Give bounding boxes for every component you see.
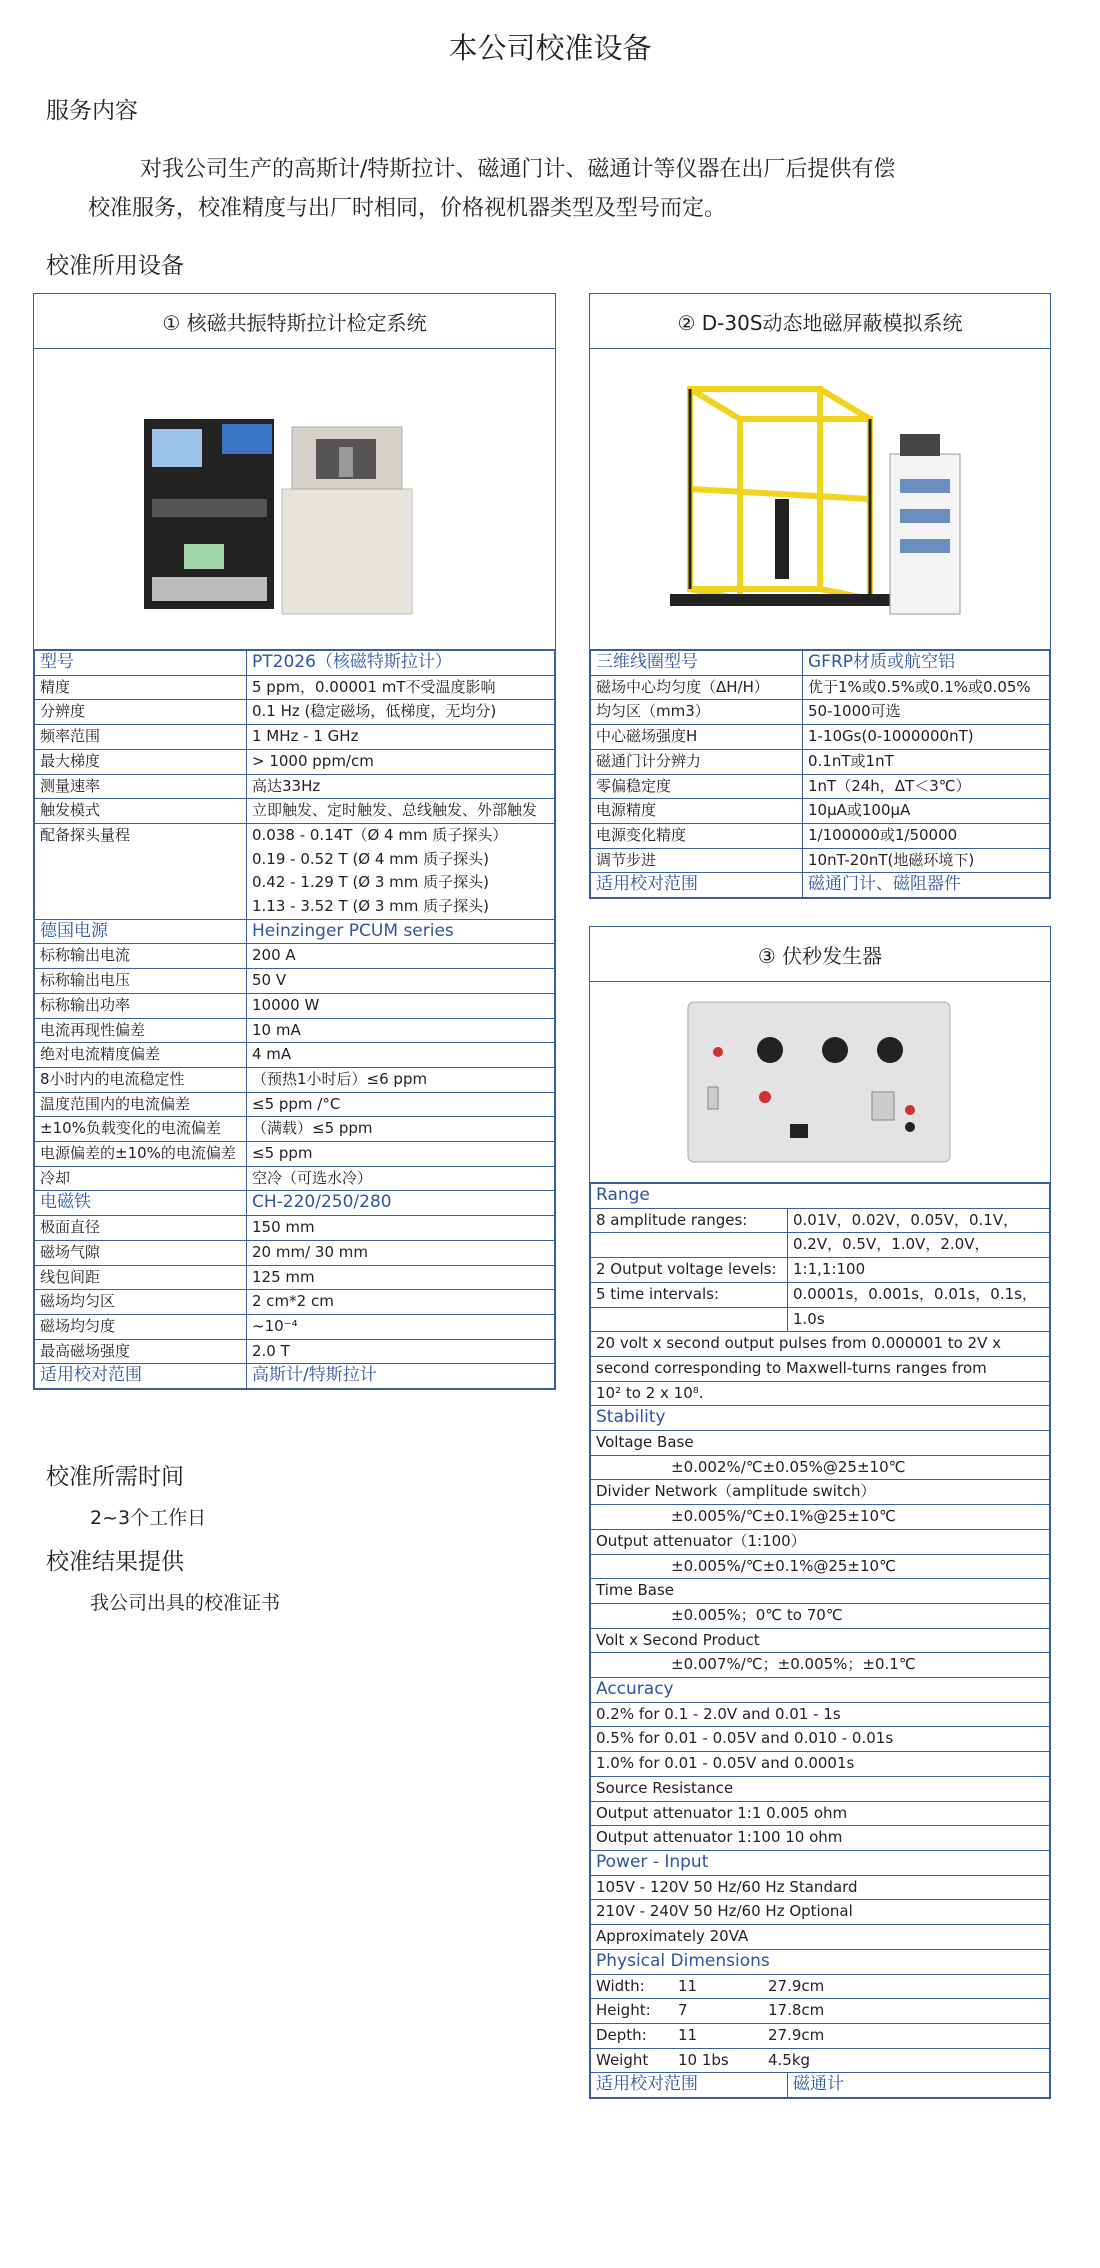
table-row: [35, 700, 555, 725]
spec-value: 50-1000可选: [803, 700, 1050, 725]
power-item: 210V - 240V 50 Hz/60 Hz Optional: [591, 1900, 1050, 1925]
stability-value: ±0.005%；0℃ to 70℃: [591, 1603, 1050, 1628]
dimension-c: 17.8cm: [768, 2001, 825, 2020]
stability-item: Volt x Second Product: [591, 1628, 1050, 1653]
spec-key: 磁场气隙: [35, 1240, 247, 1265]
power-item: Approximately 20VA: [591, 1925, 1050, 1950]
table-row: [591, 1480, 1050, 1505]
table-row: [591, 1431, 1050, 1456]
accuracy-label: Accuracy: [591, 1678, 1050, 1703]
spec-value: 0.42 - 1.29 T (Ø 3 mm 质子探头): [247, 871, 555, 895]
range-label: Range: [591, 1184, 1050, 1209]
spec-value: ≤5 ppm /°C: [247, 1092, 555, 1117]
spec-key: 分辨度: [35, 700, 247, 725]
spec-key: 标称输出电流: [35, 944, 247, 969]
accuracy-item: Source Resistance: [591, 1776, 1050, 1801]
accuracy-item: 0.5% for 0.01 - 0.05V and 0.010 - 0.01s: [591, 1727, 1050, 1752]
spec-key: 配备探头量程: [35, 823, 247, 919]
dimension-b: 7: [678, 2001, 688, 2020]
spec-value: 0.038 - 0.14T（Ø 4 mm 质子探头）: [247, 823, 555, 847]
spec-value: 磁通门计、磁阻器件: [803, 873, 1050, 898]
pulse-desc-2: second corresponding to Maxwell-turns ranges from: [591, 1356, 1050, 1381]
dimension-b: 10 1bs: [678, 2050, 729, 2069]
table-row: [35, 1092, 555, 1117]
spec-key: 触发模式: [35, 799, 247, 824]
spec-value: 2 cm*2 cm: [247, 1290, 555, 1315]
stability-item: Time Base: [591, 1579, 1050, 1604]
table-row: [35, 993, 555, 1018]
time-intervals-label: 5 time intervals:: [591, 1282, 788, 1307]
time-intervals-value2: 1.0s: [788, 1307, 1050, 1332]
dimensions-label: Physical Dimensions: [591, 1949, 1050, 1974]
spec-key: 电源精度: [591, 799, 803, 824]
stability-value: ±0.005%/℃±0.1%@25±10℃: [591, 1505, 1050, 1530]
table-row: [591, 1826, 1050, 1851]
spec-key: 电磁铁: [35, 1191, 247, 1216]
dimension-a: Width:: [596, 1976, 645, 1995]
table-row: [35, 799, 555, 824]
spec-value: 200 A: [247, 944, 555, 969]
dimension-item: [591, 1999, 1050, 2024]
table-row: [591, 1875, 1050, 1900]
time-text: 2~3个工作日: [90, 1507, 207, 1529]
amplitude-ranges-label: 8 amplitude ranges:: [591, 1208, 788, 1233]
spec-key: 磁通门计分辨力: [591, 749, 803, 774]
table-row: [591, 725, 1050, 750]
spec-key: 适用校对范围: [35, 1364, 247, 1389]
equipment-heading: 校准所用设备: [46, 253, 184, 279]
panel2-spec-table: [590, 650, 1050, 898]
dimension-c: 27.9cm: [768, 1976, 825, 1995]
dimension-a: Depth:: [596, 2025, 647, 2044]
service-text: [88, 150, 1028, 228]
spec-key: 最大梯度: [35, 749, 247, 774]
panel2-title: ② D-30S动态地磁屏蔽模拟系统: [590, 294, 1050, 349]
spec-key: 磁场均匀区: [35, 1290, 247, 1315]
table-row: [591, 1925, 1050, 1950]
spec-key: 标称输出功率: [35, 993, 247, 1018]
table-row: [591, 1900, 1050, 1925]
table-row: [35, 823, 555, 847]
table-row: [35, 1117, 555, 1142]
scope-value: 磁通计: [788, 2073, 1050, 2098]
table-row: [35, 1216, 555, 1241]
spec-key: 磁场中心均匀度（ΔH/H）: [591, 675, 803, 700]
spec-value: 10000 W: [247, 993, 555, 1018]
output-levels-value: 1:1,1:100: [788, 1258, 1050, 1283]
spec-value: 0.1nT或1nT: [803, 749, 1050, 774]
time-intervals-value1: 0.0001s，0.001s，0.01s，0.1s，: [788, 1282, 1050, 1307]
table-row: [591, 749, 1050, 774]
panel1-photo: [34, 349, 555, 650]
table-row: [591, 799, 1050, 824]
table-row: [591, 1579, 1050, 1604]
spec-value: 优于1%或0.5%或0.1%或0.05%: [803, 675, 1050, 700]
table-row: [591, 1628, 1050, 1653]
table-row: [591, 2048, 1050, 2073]
spec-key: 电源偏差的±10%的电流偏差: [35, 1142, 247, 1167]
spec-value: 高达33Hz: [247, 774, 555, 799]
spec-key: 中心磁场强度H: [591, 725, 803, 750]
spec-value: CH-220/250/280: [247, 1191, 555, 1216]
accuracy-item: Output attenuator 1:100 10 ohm: [591, 1826, 1050, 1851]
section-row: [591, 873, 1050, 898]
amplitude-ranges-value2: 0.2V，0.5V，1.0V，2.0V，: [788, 1233, 1050, 1258]
section-row: [35, 919, 555, 944]
table-row: [35, 1314, 555, 1339]
table-row: [35, 944, 555, 969]
spec-key: 温度范围内的电流偏差: [35, 1092, 247, 1117]
panel-geomagnetic-shield: [589, 293, 1051, 899]
panel1-spec-table: [34, 650, 555, 1389]
spec-key: 电源变化精度: [591, 823, 803, 848]
table-row: [35, 1290, 555, 1315]
table-row: [591, 848, 1050, 873]
table-row: [591, 1505, 1050, 1530]
spec-value: Heinzinger PCUM series: [247, 919, 555, 944]
table-row: [591, 1529, 1050, 1554]
dimension-a: Weight: [596, 2050, 649, 2069]
scope-label: 适用校对范围: [591, 2073, 788, 2098]
spec-key: 均匀区（mm3）: [591, 700, 803, 725]
spec-key: 适用校对范围: [591, 873, 803, 898]
spec-value: 10μA或100μA: [803, 799, 1050, 824]
table-row: [591, 1702, 1050, 1727]
spec-value: 0.1 Hz (稳定磁场，低梯度，无均分): [247, 700, 555, 725]
spec-value: 空冷（可选水冷）: [247, 1166, 555, 1191]
spec-key: 8小时内的电流稳定性: [35, 1067, 247, 1092]
service-heading: 服务内容: [46, 98, 138, 124]
dimension-b: 11: [678, 2025, 698, 2044]
spec-value: ~10⁻⁴: [247, 1314, 555, 1339]
table-row: [591, 1974, 1050, 1999]
spec-key: 德国电源: [35, 919, 247, 944]
result-text: 我公司出具的校准证书: [90, 1592, 281, 1614]
table-row: [35, 1166, 555, 1191]
dimension-item: [591, 1974, 1050, 1999]
panel3-title: ③ 伏秒发生器: [590, 927, 1050, 982]
panel3-photo: [590, 982, 1050, 1183]
table-row: [591, 1727, 1050, 1752]
table-row: [591, 823, 1050, 848]
spec-value: 5 ppm，0.00001 mT不受温度影响: [247, 675, 555, 700]
spec-value: 10nT-20nT(地磁环境下): [803, 848, 1050, 873]
dimension-b: 11: [678, 1976, 698, 1995]
time-heading: 校准所需时间: [46, 1464, 184, 1490]
section-row: [35, 1364, 555, 1389]
section-row: [35, 651, 555, 676]
spec-key: 零偏稳定度: [591, 774, 803, 799]
spec-key: ±10%负载变化的电流偏差: [35, 1117, 247, 1142]
table-row: [591, 1653, 1050, 1678]
table-row: [591, 1999, 1050, 2024]
spec-value: 125 mm: [247, 1265, 555, 1290]
spec-value: PT2026（核磁特斯拉计）: [247, 651, 555, 676]
table-row: [591, 774, 1050, 799]
stability-value: ±0.007%/℃；±0.005%；±0.1℃: [591, 1653, 1050, 1678]
spec-key: 标称输出电压: [35, 969, 247, 994]
power-label: Power - Input: [591, 1850, 1050, 1875]
spec-value: （预热1小时后）≤6 ppm: [247, 1067, 555, 1092]
table-row: [591, 1455, 1050, 1480]
table-row: [591, 700, 1050, 725]
panel3-spec-table: [590, 1183, 1050, 2098]
table-row: [591, 1603, 1050, 1628]
spec-value: 2.0 T: [247, 1339, 555, 1364]
accuracy-item: 1.0% for 0.01 - 0.05V and 0.0001s: [591, 1752, 1050, 1777]
panel1-title: ① 核磁共振特斯拉计检定系统: [34, 294, 555, 349]
spec-value: 150 mm: [247, 1216, 555, 1241]
spec-value: 立即触发、定时触发、总线触发、外部触发: [247, 799, 555, 824]
spec-key: 三维线圈型号: [591, 651, 803, 676]
accuracy-item: 0.2% for 0.1 - 2.0V and 0.01 - 1s: [591, 1702, 1050, 1727]
dimension-c: 4.5kg: [768, 2050, 811, 2069]
panel-volt-second-generator: [589, 926, 1051, 2099]
spec-key: 频率范围: [35, 725, 247, 750]
spec-key: 型号: [35, 651, 247, 676]
dimension-item: [591, 2023, 1050, 2048]
spec-value: ≤5 ppm: [247, 1142, 555, 1167]
service-text-line1: 对我公司生产的高斯计/特斯拉计、磁通门计、磁通计等仪器在出厂后提供有偿: [140, 157, 896, 182]
table-row: [591, 2023, 1050, 2048]
dimension-item: [591, 2048, 1050, 2073]
table-row: [35, 675, 555, 700]
result-heading: 校准结果提供: [46, 1549, 184, 1575]
table-row: [35, 1043, 555, 1068]
dimension-c: 27.9cm: [768, 2025, 825, 2044]
spec-key: 冷却: [35, 1166, 247, 1191]
spec-value: 高斯计/特斯拉计: [247, 1364, 555, 1389]
table-row: [35, 1240, 555, 1265]
table-row: [591, 675, 1050, 700]
stability-value: ±0.002%/℃±0.05%@25±10℃: [591, 1455, 1050, 1480]
service-text-line2: 校准服务，校准精度与出厂时相同，价格视机器类型及型号而定。: [88, 196, 727, 221]
output-levels-label: 2 Output voltage levels:: [591, 1258, 788, 1283]
spec-value: 50 V: [247, 969, 555, 994]
table-row: [35, 749, 555, 774]
stability-item: Output attenuator（1:100）: [591, 1529, 1050, 1554]
stability-item: Voltage Base: [591, 1431, 1050, 1456]
spec-value: 1nT（24h，ΔT＜3℃）: [803, 774, 1050, 799]
panel2-photo: [590, 349, 1050, 650]
panel-nmr-teslameter: [33, 293, 556, 1390]
table-row: [35, 969, 555, 994]
table-row: [35, 1265, 555, 1290]
spec-value: > 1000 ppm/cm: [247, 749, 555, 774]
stability-value: ±0.005%/℃±0.1%@25±10℃: [591, 1554, 1050, 1579]
pulse-desc-3: 10² to 2 x 10⁸.: [591, 1381, 1050, 1406]
spec-key: 电流再现性偏差: [35, 1018, 247, 1043]
table-row: [35, 1142, 555, 1167]
spec-key: 线包间距: [35, 1265, 247, 1290]
pulse-desc-1: 20 volt x second output pulses from 0.000001 to 2V x: [591, 1332, 1050, 1357]
spec-value: （满载）≤5 ppm: [247, 1117, 555, 1142]
spec-key: 极面直径: [35, 1216, 247, 1241]
spec-value: 0.19 - 0.52 T (Ø 4 mm 质子探头): [247, 848, 555, 872]
spec-value: 4 mA: [247, 1043, 555, 1068]
table-row: [591, 1776, 1050, 1801]
spec-value: 1-10Gs(0-1000000nT): [803, 725, 1050, 750]
amplitude-ranges-value1: 0.01V，0.02V，0.05V，0.1V，: [788, 1208, 1050, 1233]
power-item: 105V - 120V 50 Hz/60 Hz Standard: [591, 1875, 1050, 1900]
spec-value: 1.13 - 3.52 T (Ø 3 mm 质子探头): [247, 895, 555, 919]
spec-value: GFRP材质或航空铝: [803, 651, 1050, 676]
spec-key: 磁场均匀度: [35, 1314, 247, 1339]
spec-key: 最高磁场强度: [35, 1339, 247, 1364]
table-row: [35, 1067, 555, 1092]
table-row: [35, 1339, 555, 1364]
spec-key: 调节步进: [591, 848, 803, 873]
section-row: [35, 1191, 555, 1216]
section-row: [591, 651, 1050, 676]
spec-value: 1 MHz - 1 GHz: [247, 725, 555, 750]
table-row: [35, 1018, 555, 1043]
spec-value: 10 mA: [247, 1018, 555, 1043]
table-row: [591, 1554, 1050, 1579]
table-row: [35, 774, 555, 799]
spec-value: 20 mm/ 30 mm: [247, 1240, 555, 1265]
page-title: 本公司校准设备: [448, 31, 652, 65]
table-row: [35, 725, 555, 750]
spec-key: 精度: [35, 675, 247, 700]
spec-value: 1/100000或1/50000: [803, 823, 1050, 848]
dimension-a: Height:: [596, 2001, 651, 2020]
table-row: [591, 1752, 1050, 1777]
spec-key: 测量速率: [35, 774, 247, 799]
table-row: [591, 1801, 1050, 1826]
stability-item: Divider Network（amplitude switch）: [591, 1480, 1050, 1505]
stability-label: Stability: [591, 1406, 1050, 1431]
spec-key: 绝对电流精度偏差: [35, 1043, 247, 1068]
accuracy-item: Output attenuator 1:1 0.005 ohm: [591, 1801, 1050, 1826]
